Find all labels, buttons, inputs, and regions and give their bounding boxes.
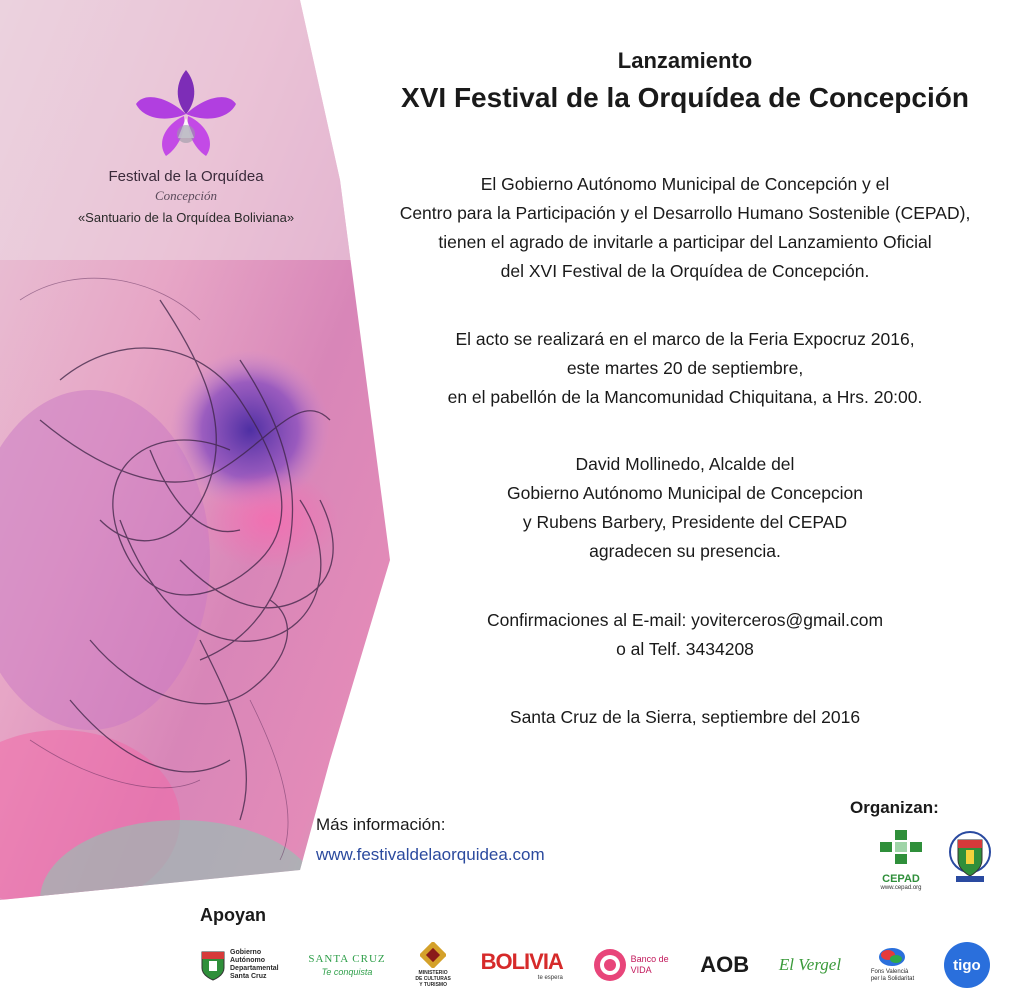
- el-vergel-logo: [779, 955, 841, 975]
- supporter-logos: [200, 935, 990, 995]
- banco-de-vida-logo: [593, 948, 671, 982]
- text-line: Departamental: [230, 965, 279, 972]
- organizers-title: Organizan:: [850, 798, 939, 817]
- santa-cruz-brand-logo: [308, 953, 385, 977]
- banco-de-vida-icon: [593, 948, 627, 982]
- orchid-logo-icon: [126, 62, 246, 162]
- text-line: del XVI Festival de la Orquídea de Concepción.: [500, 261, 870, 281]
- text-line: Santa Cruz: [230, 973, 267, 980]
- text-line: Y TURISMO: [419, 982, 447, 988]
- ministerio-text: [415, 970, 450, 988]
- text-line: tienen el agrado de invitarle a participar del Lanzamiento Oficial: [438, 232, 932, 252]
- more-info-label: Más información:: [316, 815, 446, 834]
- banco-de-vida-text: Banco de VIDA: [630, 954, 669, 975]
- event-details-paragraph: [340, 325, 1024, 412]
- heading-festival: XVI Festival de la Orquídea de Concepción: [401, 82, 969, 113]
- coat-of-arms-icon: [200, 948, 226, 982]
- text-line: o al Telf. 3434208: [616, 639, 754, 659]
- text-line: en el pabellón de la Mancomunidad Chiquitana, a Hrs. 20:00.: [447, 387, 923, 407]
- municipal-shield-icon: [946, 830, 994, 886]
- text-line: este martes 20 de septiembre,: [566, 358, 804, 378]
- text-line: Gobierno: [230, 949, 262, 956]
- cepad-logo: [872, 830, 930, 891]
- santa-cruz-text: SANTA CRUZ: [308, 953, 386, 965]
- fons-valencia-icon: [878, 947, 906, 967]
- bolivia-text: BOLIVIA: [480, 949, 563, 974]
- place-date-paragraph: [340, 703, 1024, 732]
- more-info: [316, 815, 545, 865]
- text-line: Autónomo: [230, 957, 265, 964]
- text-line: El Gobierno Autónomo Municipal de Concepción y el: [480, 174, 890, 194]
- text-line: Gobierno Autónomo Municipal de Concepcion: [506, 483, 864, 503]
- text-line: David Mollinedo, Alcalde del: [575, 454, 795, 474]
- gobierno-santa-cruz-logo: [200, 948, 279, 982]
- text-line: DE CULTURAS: [415, 976, 451, 982]
- ministerio-logo: [415, 942, 450, 988]
- website-link[interactable]: www.festivaldelaorquidea.com: [316, 845, 545, 864]
- text-line: Santa Cruz de la Sierra, septiembre del 2016: [509, 707, 861, 727]
- supporters-title: Apoyan: [200, 905, 267, 925]
- logo-tagline: «Santuario de la Orquídea Boliviana»: [77, 210, 295, 225]
- festival-logo: [77, 62, 295, 225]
- fons-valencia-logo: [871, 947, 914, 983]
- text-line: per la Solidaritat: [870, 976, 915, 982]
- tigo-text: tigo: [944, 942, 990, 988]
- bolivia-tagline: te espera: [537, 975, 563, 981]
- el-vergel-text: El Vergel: [778, 955, 842, 974]
- text-line: El acto se realizará en el marco de la Feria Expocruz 2016,: [455, 329, 915, 349]
- hosts-paragraph: [340, 450, 1024, 566]
- text-line: Fons Valencià: [870, 969, 909, 975]
- municipality-logo: [944, 830, 996, 891]
- aob-logo: [700, 952, 749, 978]
- cepad-url: www.cepad.org: [880, 885, 922, 891]
- gobierno-text: [230, 949, 279, 981]
- heading-launch: Lanzamiento: [617, 48, 753, 73]
- ministry-emblem-icon: [420, 942, 446, 968]
- text-line: y Rubens Barbery, Presidente del CEPAD: [522, 512, 848, 532]
- text-line: Centro para la Participación y el Desarrollo Humano Sostenible (CEPAD),: [399, 203, 971, 223]
- invitation-paragraph: [340, 170, 1024, 286]
- santa-cruz-tagline: Te conquista: [321, 967, 373, 977]
- fons-valencia-text: [871, 969, 914, 983]
- logo-subtitle: Concepción: [154, 188, 218, 203]
- cepad-name: CEPAD: [882, 873, 920, 885]
- text-line: Confirmaciones al E-mail: yoviterceros@gmail.com: [486, 610, 884, 630]
- text-line: agradecen su presencia.: [589, 541, 781, 561]
- organizer-logos: [872, 830, 996, 891]
- logo-title: Festival de la Orquídea: [108, 168, 264, 185]
- bolivia-brand-logo: [481, 949, 563, 981]
- rsvp-paragraph: [340, 606, 1024, 664]
- cepad-emblem-icon: [880, 830, 922, 866]
- tigo-logo: [944, 942, 990, 988]
- text-line: MINISTERIO: [418, 970, 448, 976]
- aob-text: AOB: [700, 952, 750, 977]
